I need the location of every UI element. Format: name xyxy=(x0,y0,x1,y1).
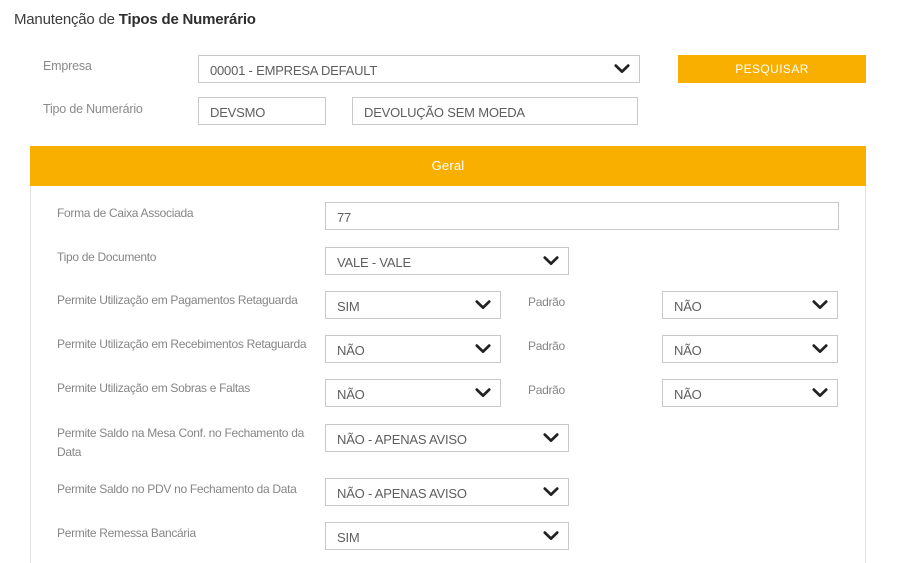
saldo-pdv-value: NÃO - APENAS AVISO xyxy=(337,486,467,501)
chevron-down-icon xyxy=(614,62,630,77)
padrao-label: Padrão xyxy=(528,339,565,353)
recebimentos-retaguarda-padrao-value: NÃO xyxy=(674,343,702,358)
recebimentos-retaguarda-label: Permite Utilização em Recebimentos Retaguarda xyxy=(57,337,307,351)
sobras-faltas-value: NÃO xyxy=(337,387,365,402)
chevron-down-icon xyxy=(812,386,828,401)
chevron-down-icon xyxy=(475,342,491,357)
sobras-faltas-select[interactable] xyxy=(325,379,501,407)
chevron-down-icon xyxy=(543,529,559,544)
chevron-down-icon xyxy=(543,254,559,269)
tipo-numerario-codigo-input[interactable] xyxy=(198,97,326,125)
forma-caixa-label: Forma de Caixa Associada xyxy=(57,206,194,220)
pesquisar-button[interactable]: PESQUISAR xyxy=(678,55,866,83)
saldo-mesa-label: Permite Saldo na Mesa Conf. no Fechamento da Data xyxy=(57,426,304,459)
sobras-faltas-label: Permite Utilização em Sobras e Faltas xyxy=(57,381,250,395)
chevron-down-icon xyxy=(475,386,491,401)
tipo-documento-label: Tipo de Documento xyxy=(57,250,157,264)
pagamentos-retaguarda-value: SIM xyxy=(337,299,360,314)
forma-caixa-input[interactable] xyxy=(325,202,839,230)
recebimentos-retaguarda-value: NÃO xyxy=(337,343,365,358)
saldo-pdv-select[interactable] xyxy=(325,478,569,506)
empresa-select-value: 00001 - EMPRESA DEFAULT xyxy=(210,63,378,78)
remessa-bancaria-value: SIM xyxy=(337,530,360,545)
tipo-documento-select[interactable] xyxy=(325,247,569,275)
tipo-documento-value: VALE - VALE xyxy=(337,255,411,270)
tipo-numerario-label: Tipo de Numerário xyxy=(43,102,143,116)
page-title xyxy=(14,11,256,28)
chevron-down-icon xyxy=(475,298,491,313)
chevron-down-icon xyxy=(812,298,828,313)
remessa-bancaria-select[interactable] xyxy=(325,522,569,550)
chevron-down-icon xyxy=(543,485,559,500)
padrao-label: Padrão xyxy=(528,383,565,397)
chevron-down-icon xyxy=(812,342,828,357)
tab-geral[interactable]: Geral xyxy=(30,146,866,186)
sobras-faltas-padrao-select[interactable] xyxy=(662,379,838,407)
empresa-label: Empresa xyxy=(43,59,92,73)
empresa-select[interactable] xyxy=(198,55,640,83)
saldo-mesa-value: NÃO - APENAS AVISO xyxy=(337,432,467,447)
saldo-pdv-label: Permite Saldo no PDV no Fechamento da Data xyxy=(57,482,297,496)
page-title-prefix: Manutenção de xyxy=(14,11,119,28)
saldo-mesa-select[interactable] xyxy=(325,424,569,452)
recebimentos-retaguarda-select[interactable] xyxy=(325,335,501,363)
sobras-faltas-padrao-value: NÃO xyxy=(674,387,702,402)
pagamentos-retaguarda-label: Permite Utilização em Pagamentos Retaguarda xyxy=(57,293,298,307)
pagamentos-retaguarda-select[interactable] xyxy=(325,291,501,319)
chevron-down-icon xyxy=(543,431,559,446)
tipo-numerario-descricao-input[interactable] xyxy=(352,97,638,125)
padrao-label: Padrão xyxy=(528,295,565,309)
page-title-bold: Tipos de Numerário xyxy=(118,11,256,28)
remessa-bancaria-label: Permite Remessa Bancária xyxy=(57,526,196,540)
geral-panel xyxy=(30,186,866,563)
pagamentos-retaguarda-padrao-select[interactable] xyxy=(662,291,838,319)
recebimentos-retaguarda-padrao-select[interactable] xyxy=(662,335,838,363)
pagamentos-retaguarda-padrao-value: NÃO xyxy=(674,299,702,314)
